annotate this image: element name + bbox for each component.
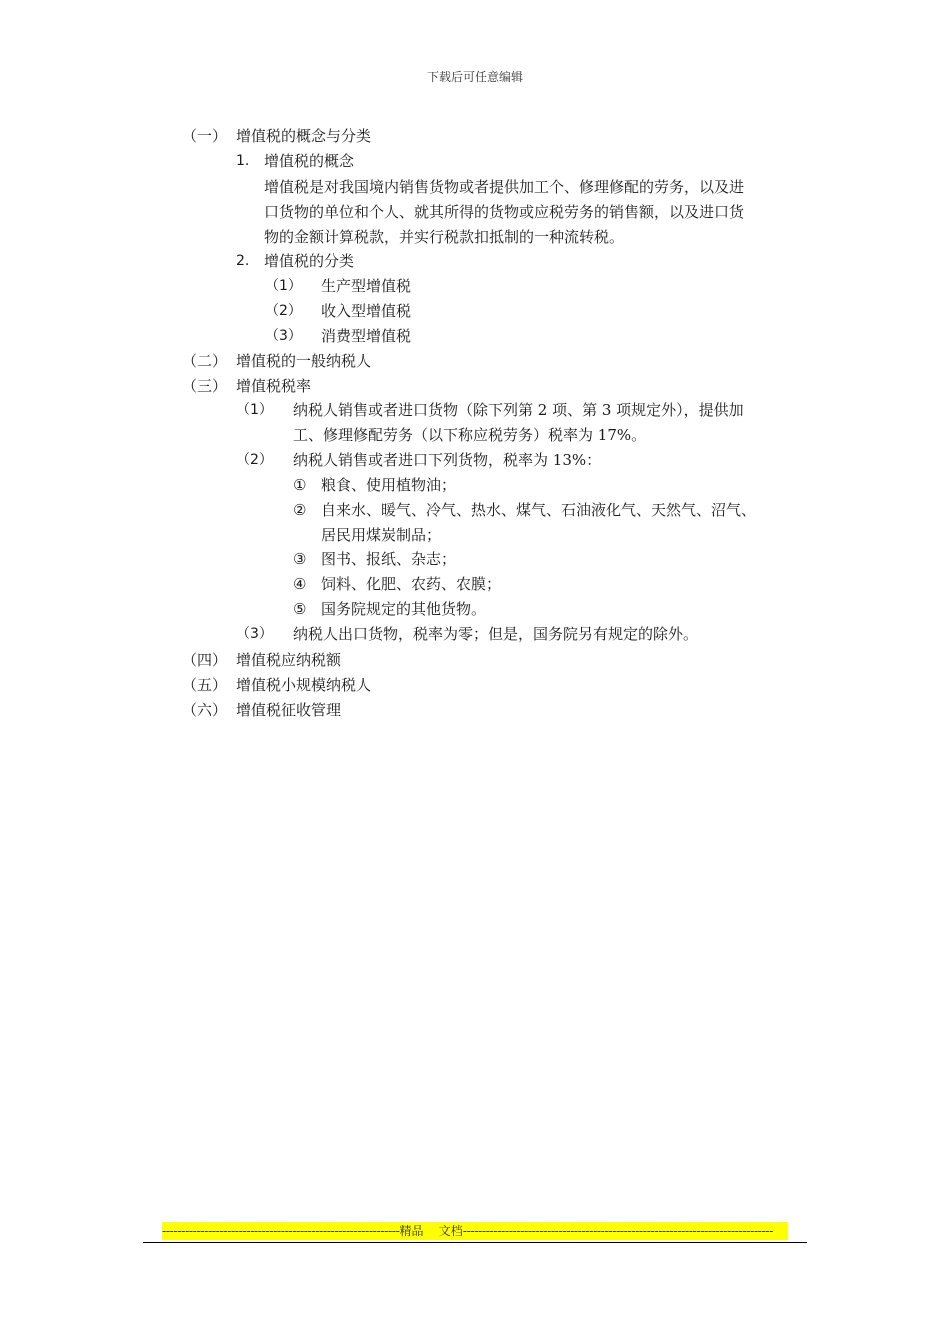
subsection-1-1-marker: 1. [236,153,250,169]
section-6-title: 增值税征收管理 [236,701,342,719]
rate-item-2-text: 纳税人销售或者进口下列货物，税率为 13%： [293,451,602,469]
section-2-marker: （二） [182,352,228,370]
goods-item: 国务院规定的其他货物。 [321,600,487,618]
classification-item: 收入型增值税 [321,302,412,320]
rate-item-3-text: 纳税人出口货物，税率为零；但是，国务院另有规定的除外。 [293,625,699,643]
rate-item-1-line-2: 工、修理修配劳务（以下称应税劳务）税率为 17%。 [293,426,647,444]
goods-marker: ⑤ [293,600,307,618]
rate-item-2-marker: （2） [236,452,273,468]
goods-item: 图书、报纸、杂志； [321,550,457,568]
goods-marker: ① [293,476,307,494]
goods-item: 粮食、使用植物油； [321,476,457,494]
section-4-title: 增值税应纳税额 [236,651,342,669]
subsection-1-1-title: 增值税的概念 [264,152,355,170]
subsection-1-2-title: 增值税的分类 [264,252,355,270]
classification-marker: （1） [265,278,302,294]
goods-marker: ④ [293,575,307,593]
classification-item: 消费型增值税 [321,327,412,345]
section-5-marker: （五） [182,676,228,694]
subsection-1-2-marker: 2. [236,253,250,269]
section-3-title: 增值税税率 [236,377,312,395]
definition-line-3: 物的金额计算税款，并实行税款扣抵制的一种流转税。 [264,228,625,246]
section-1-title: 增值税的概念与分类 [236,127,372,145]
classification-marker: （3） [265,328,302,344]
footer-label: 精品 文档 [399,1224,463,1238]
classification-item: 生产型增值税 [321,277,412,295]
footer-rule [143,1242,807,1243]
goods-item: 饲料、化肥、农药、农膜； [321,575,502,593]
goods-marker: ② [293,501,307,519]
footer-dashes-left: -------------------------------------------------------------- [162,1224,400,1238]
goods-item-continuation: 居民用煤炭制品； [321,526,442,544]
section-2-title: 增值税的一般纳税人 [236,352,372,370]
rate-item-1-marker: （1） [236,402,273,418]
rate-item-3-marker: （3） [236,626,273,642]
section-5-title: 增值税小规模纳税人 [236,676,372,694]
definition-line-1: 增值税是对我国境内销售货物或者提供加工个、修理修配的劳务，以及进 [264,178,745,196]
footer-banner [162,1222,788,1240]
page-header: 下载后可任意编辑 [426,70,523,84]
section-6-marker: （六） [182,701,228,719]
goods-marker: ③ [293,550,307,568]
section-1-marker: （一） [182,127,228,145]
definition-line-2: 口货物的单位和个人、就其所得的货物或应税劳务的销售额，以及进口货 [264,203,745,221]
footer-dashes-right: --------------------------------------------------------------------------------- [462,1224,773,1238]
rate-item-1-line-1: 纳税人销售或者进口货物（除下列第 2 项、第 3 项规定外），提供加 [293,401,744,419]
section-4-marker: （四） [182,651,228,669]
section-3-marker: （三） [182,377,228,395]
classification-marker: （2） [265,303,302,319]
goods-item: 自来水、暖气、冷气、热水、煤气、石油液化气、天然气、沼气、 [321,501,757,519]
